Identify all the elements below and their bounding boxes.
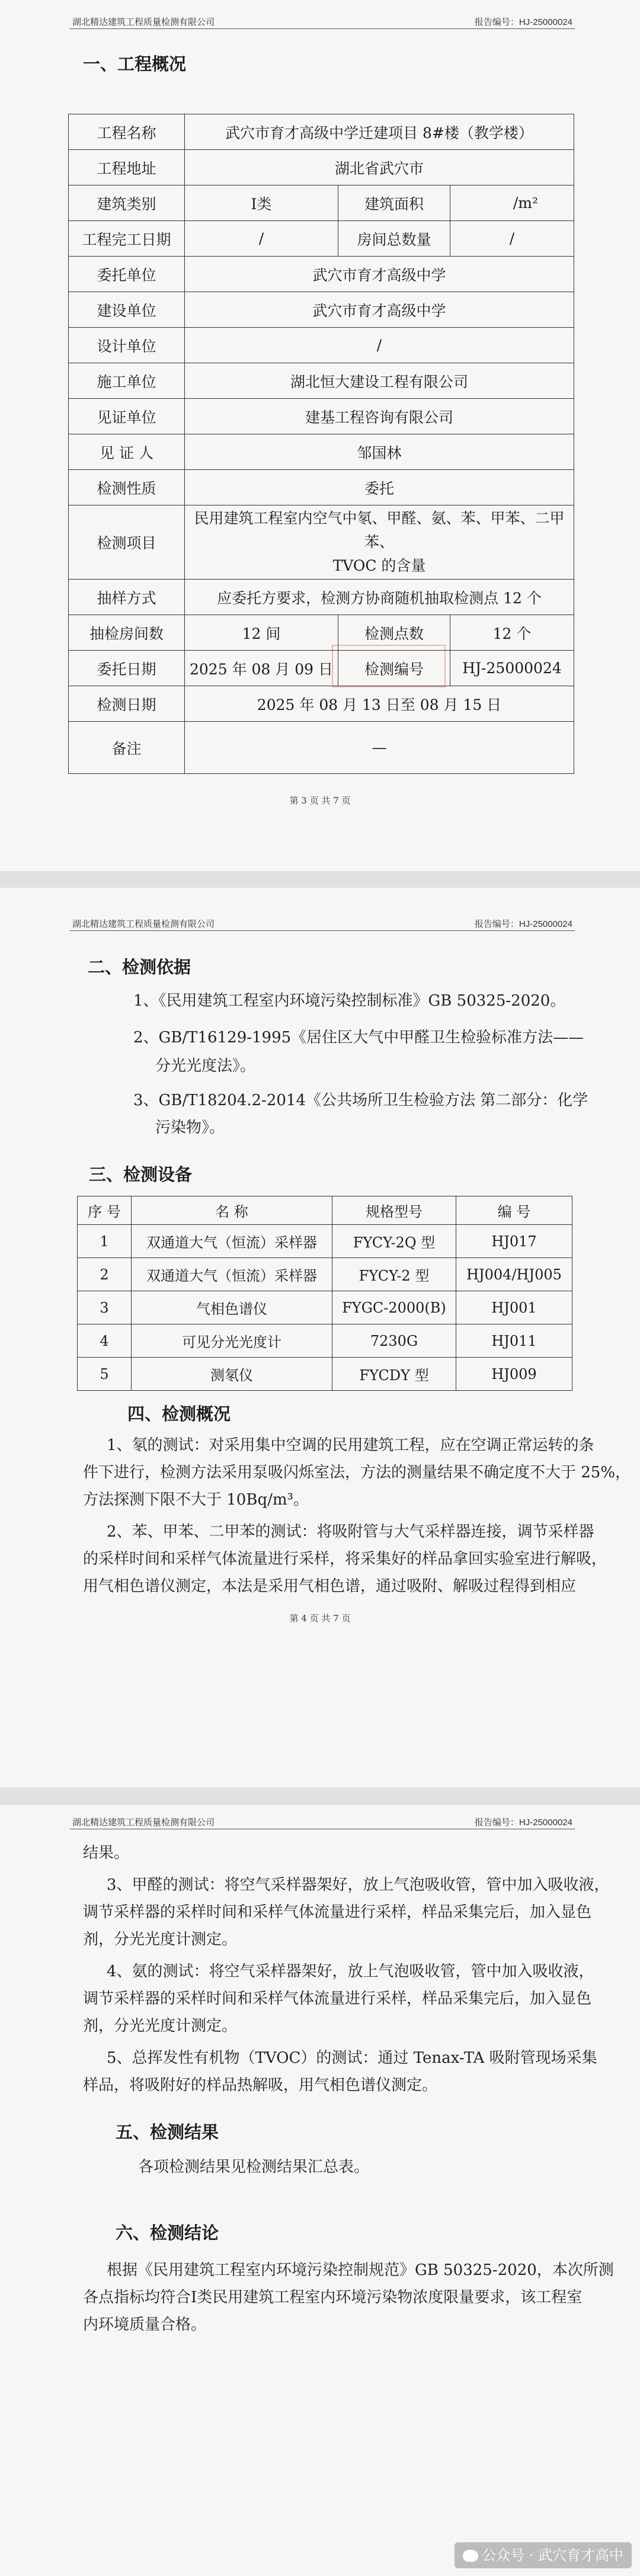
cell-label: 委托日期	[69, 651, 185, 686]
cell-label: 工程完工日期	[69, 221, 185, 257]
equip-cell: FYCDY 型	[332, 1358, 456, 1391]
overview-line: 方法探测下限不大于 10Bq/m³。	[83, 1491, 309, 1509]
company-name: 湖北精达建筑工程质量检测有限公司	[72, 1817, 215, 1828]
section-title-conclusion: 六、检测结论	[116, 2223, 219, 2243]
cell-label: 检测项目	[69, 505, 185, 580]
table-row	[78, 1225, 572, 1258]
basis-item: 1、《民用建筑工程室内环境污染控制标准》GB 50325-2020。	[133, 992, 566, 1010]
equip-cell: FYCY-2 型	[332, 1258, 456, 1291]
cell-test-items	[185, 505, 574, 580]
test-items-line: 民用建筑工程室内空气中氡、甲醛、氨、苯、甲苯、二甲苯、	[194, 510, 565, 551]
basis-item: 2、GB/T16129-1995《居住区大气中甲醛卫生检验标准方法——	[133, 1029, 584, 1047]
cell-project-name: 武穴市育才高级中学迁建项目 8#楼（教学楼）	[185, 114, 574, 150]
cell-label: 建筑类别	[69, 185, 185, 221]
report-number: 报告编号：HJ-25000024	[474, 17, 572, 27]
cell-label: 建设单位	[69, 292, 185, 328]
cell-area: /m²	[450, 185, 574, 221]
cell-sampling: 应委托方要求，检测方协商随机抽取检测点 12 个	[185, 580, 574, 615]
equip-cell: HJ017	[456, 1225, 572, 1258]
cell-nature: 委托	[185, 470, 574, 505]
method-line: 剂，分光光度计测定。	[83, 2017, 238, 2035]
page-footer: 第 3 页 共 7 页	[289, 795, 351, 806]
equip-cell: 3	[78, 1291, 132, 1324]
basis-item: 分光光度法》。	[155, 1057, 256, 1075]
project-overview-table	[68, 114, 574, 774]
equipment-table	[77, 1196, 572, 1391]
cell-label: 备注	[69, 722, 185, 774]
method-line: 4、氨的测试：将空气采样器架好，放上气泡吸收管，管中加入吸收液，	[107, 1963, 594, 1980]
section-title-results: 五、检测结果	[116, 2122, 219, 2142]
method-line: 剂，分光光度计测定。	[83, 1931, 238, 1948]
equip-cell: 1	[78, 1225, 132, 1258]
cell-label: 抽检房间数	[69, 615, 185, 651]
cell-builder: 武穴市育才高级中学	[185, 292, 574, 328]
cell-designer: /	[185, 328, 574, 363]
test-items-line: TVOC 的含量	[332, 557, 426, 574]
cell-witness: 邹国林	[185, 434, 574, 470]
equip-cell: 双通道大气（恒流）采样器	[132, 1258, 332, 1291]
conclusion-line: 各点指标均符合Ⅰ类民用建筑工程室内环境污染物浓度限量要求，该工程室	[83, 2289, 583, 2306]
equip-header: 名 称	[132, 1196, 332, 1225]
equip-cell: 7230G	[332, 1324, 456, 1358]
page-gap	[0, 871, 640, 888]
section-title-basis: 二、检测依据	[88, 957, 191, 977]
conclusion-line: 根据《民用建筑工程室内环境污染控制规范》GB 50325-2020，本次所测	[107, 2261, 614, 2279]
cell-remarks: —	[185, 722, 574, 774]
cell-label: 委托单位	[69, 257, 185, 292]
cell-label: 见证单位	[69, 399, 185, 434]
method-line: 3、甲醛的测试：将空气采样器架好，放上气泡吸收管，管中加入吸收液，	[107, 1876, 610, 1894]
overview-line: 1、氡的测试：对采用集中空调的民用建筑工程，应在空调正常运转的条	[107, 1436, 594, 1454]
cell-label: 房间总数量	[338, 221, 450, 257]
cell-label: 见 证 人	[69, 434, 185, 470]
method-line: 调节采样器的采样时间和采样气体流量进行采样，样品采集完后，加入显色	[83, 1990, 592, 2008]
cell-entrust-date: 2025 年 08 月 09 日	[185, 651, 338, 686]
equip-cell: HJ009	[456, 1358, 572, 1391]
equip-cell: HJ004/HJ005	[456, 1258, 572, 1291]
cell-label: 工程名称	[69, 114, 185, 150]
overview-line: 用气相色谱仪测定，本法是采用气相色谱，通过吸附、解吸过程得到相应	[83, 1577, 577, 1595]
cell-sample-rooms: 12 间	[185, 615, 338, 651]
results-text: 各项检测结果见检测结果汇总表。	[138, 2158, 370, 2176]
page-header	[70, 15, 575, 29]
cell-test-date: 2025 年 08 月 13 日至 08 月 15 日	[185, 686, 574, 722]
overview-line: 2、苯、甲苯、二甲苯的测试：将吸附管与大气采样器连接，调节采样器	[107, 1523, 594, 1541]
cell-supervisor: 建基工程咨询有限公司	[185, 399, 574, 434]
equip-cell: 气相色谱仪	[132, 1291, 332, 1324]
section-title-equipment: 三、检测设备	[89, 1164, 193, 1185]
equip-cell: 4	[78, 1324, 132, 1358]
company-name: 湖北精达建筑工程质量检测有限公司	[72, 919, 215, 929]
basis-item: 3、GB/T18204.2-2014《公共场所卫生检验方法 第二部分：化学	[133, 1092, 588, 1109]
cell-label: 建筑面积	[338, 185, 450, 221]
section-title-overview: 一、工程概况	[83, 54, 187, 74]
page-gap	[0, 1787, 640, 1805]
equip-cell: HJ001	[456, 1291, 572, 1324]
equip-cell: 双通道大气（恒流）采样器	[132, 1225, 332, 1258]
equip-header: 规格型号	[332, 1196, 456, 1225]
equip-header: 编 号	[456, 1196, 572, 1225]
basis-item: 污染物》。	[155, 1119, 225, 1137]
cell-points: 12 个	[450, 615, 574, 651]
overview-line: 件下进行，检测方法采用泵吸闪烁室法，方法的测量结果不确定度不大于 25%，	[83, 1464, 631, 1481]
cell-label: 工程地址	[69, 150, 185, 185]
method-line: 调节采样器的采样时间和采样气体流量进行采样，样品采集完后，加入显色	[83, 1903, 592, 1921]
company-name: 湖北精达建筑工程质量检测有限公司	[72, 17, 215, 27]
cell-label: 设计单位	[69, 328, 185, 363]
method-line: 5、总挥发性有机物（TVOC）的测试：通过 Tenax-TA 吸附管现场采集	[107, 2049, 597, 2067]
cell-label: 检测性质	[69, 470, 185, 505]
page-footer: 第 4 页 共 7 页	[289, 1613, 351, 1624]
inspection-stamp	[332, 645, 446, 687]
equip-cell: HJ011	[456, 1324, 572, 1358]
cell-client: 武穴市育才高级中学	[185, 257, 574, 292]
cell-label: 检测点数	[338, 615, 450, 651]
table-row	[78, 1258, 572, 1291]
table-row	[78, 1358, 572, 1391]
page-header	[70, 917, 575, 931]
continued-line: 结果。	[83, 1844, 130, 1862]
report-page-3	[0, 0, 640, 871]
equip-cell: 可见分光光度计	[132, 1324, 332, 1358]
watermark-text: 公众号 · 武穴育才高中	[482, 2547, 623, 2564]
report-page-5	[0, 1805, 640, 2576]
equip-cell: FYCY-2Q 型	[332, 1225, 456, 1258]
cell-label: 检测编号	[338, 651, 450, 686]
report-number: 报告编号：HJ-25000024	[474, 1817, 572, 1828]
equip-cell: 5	[78, 1358, 132, 1391]
cell-label: 抽样方式	[69, 580, 185, 615]
table-row	[78, 1291, 572, 1324]
report-page-4	[0, 888, 640, 1787]
wechat-icon	[463, 2550, 478, 2562]
cell-label: 施工单位	[69, 363, 185, 399]
faded-stamp	[385, 1457, 521, 1522]
cell-label: 检测日期	[69, 686, 185, 722]
equip-header: 序 号	[78, 1196, 132, 1225]
page-header	[70, 1816, 575, 1829]
report-number: 报告编号：HJ-25000024	[474, 919, 572, 929]
cell-rooms: /	[450, 221, 574, 257]
cell-category: Ⅰ类	[185, 185, 338, 221]
table-row	[78, 1324, 572, 1358]
cell-completion: /	[185, 221, 338, 257]
overview-line: 的采样时间和采样气体流量进行采样，将采集好的样品拿回实验室进行解吸，	[83, 1550, 607, 1568]
cell-test-no: HJ-25000024	[450, 651, 574, 686]
section-title-overview-testing: 四、检测概况	[127, 1404, 231, 1424]
equip-cell: 测氡仪	[132, 1358, 332, 1391]
cell-constructor: 湖北恒大建设工程有限公司	[185, 363, 574, 399]
equip-cell: 2	[78, 1258, 132, 1291]
cell-address: 湖北省武穴市	[185, 150, 574, 185]
equip-cell: FYGC-2000(B)	[332, 1291, 456, 1324]
conclusion-line: 内环境质量合格。	[83, 2316, 207, 2334]
wechat-watermark	[455, 2542, 632, 2568]
method-line: 样品，将吸附好的样品热解吸，用气相色谱仪测定。	[83, 2076, 438, 2094]
